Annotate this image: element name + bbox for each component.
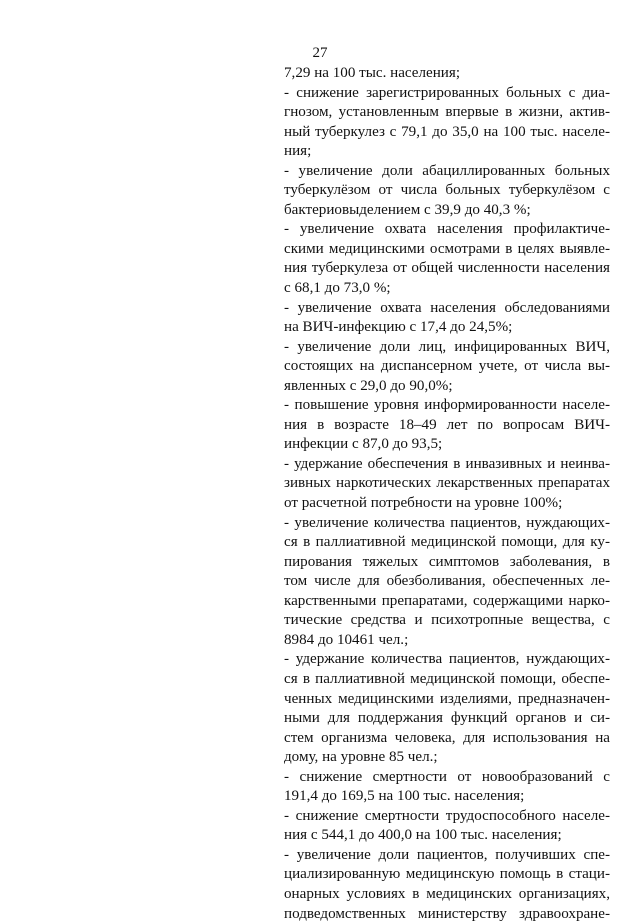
text-line: - увеличение доли пациентов, получивших спе- <box>284 846 610 863</box>
text-line: ния; <box>284 143 312 160</box>
text-line: ный туберкулез с 79,1 до 35,0 на 100 тыс. населе- <box>284 123 610 140</box>
text-line: скими медицинскими осмотрами в целях выявле- <box>284 240 610 257</box>
text-line: подведомственных министерству здравоохране- <box>284 905 610 922</box>
text-line: - увеличение доли абациллированных больных <box>284 162 610 179</box>
text-line: туберкулёзом от числа больных туберкулёзом с <box>284 182 610 199</box>
text-line: том числе для обезболивания, обеспеченных ле- <box>284 573 610 590</box>
text-line: ния в возрасте 18–49 лет по вопросам ВИЧ- <box>284 416 610 433</box>
text-line: онарных условиях в медицинских организациях, <box>284 885 610 902</box>
page-number: 27 <box>312 45 328 61</box>
text-line: - удержание обеспечения в инвазивных и неинва- <box>284 455 610 472</box>
text-line: - снижение смертности трудоспособного населе- <box>284 807 610 824</box>
text-line: на ВИЧ-инфекцию с 17,4 до 24,5%; <box>284 319 513 336</box>
text-line: от расчетной потребности на уровне 100%; <box>284 495 563 512</box>
text-line: - увеличение охвата населения обследованиями <box>284 299 610 316</box>
text-line: - увеличение доли лиц, инфицированных ВИЧ, <box>284 338 610 355</box>
text-line: ными для поддержания функций органов и си- <box>284 710 610 727</box>
text-line: пирования тяжелых симптомов заболевания, в <box>284 553 610 570</box>
text-line: - повышение уровня информированности населе- <box>284 397 610 414</box>
text-line: - удержание количества пациентов, нуждающих- <box>284 651 610 668</box>
text-line: карственными препаратами, содержащими нарко- <box>284 592 610 609</box>
text-line: зивных наркотических лекарственных препаратах <box>284 475 610 492</box>
text-line: ния туберкулеза от общей численности населения <box>284 260 610 277</box>
text-line: гнозом, установленным впервые в жизни, актив- <box>284 104 610 121</box>
text-line: стем организма человека, для использования на <box>284 729 610 746</box>
text-line: бактериовыделением с 39,9 до 40,3 %; <box>284 201 531 218</box>
text-line: ся в паллиативной медицинской помощи, для ку- <box>284 534 610 551</box>
text-line: дому, на уровне 85 чел.; <box>284 749 438 766</box>
text-line: тические средства и психотропные вещества, с <box>284 612 610 629</box>
text-line: явленных с 29,0 до 90,0%; <box>284 377 453 394</box>
text-line: 7,29 на 100 тыс. населения; <box>284 65 461 81</box>
text-line: состоящих на диспансерном учете, от числа вы- <box>284 358 610 375</box>
text-column <box>284 64 610 924</box>
text-line: ченных медицинскими изделиями, предназначен- <box>284 690 610 707</box>
text-line: инфекции с 87,0 до 93,5; <box>284 436 443 453</box>
text-line: 191,4 до 169,5 на 100 тыс. населения; <box>284 788 525 805</box>
text-line: ния с 544,1 до 400,0 на 100 тыс. населения; <box>284 827 562 844</box>
text-line: - увеличение охвата населения профилактиче- <box>284 221 610 238</box>
text-line: с 68,1 до 73,0 %; <box>284 280 391 297</box>
text-line: - увеличение количества пациентов, нуждающих- <box>284 514 610 531</box>
text-line: ся в паллиативной медицинской помощи, обеспе- <box>284 670 610 687</box>
text-line: - снижение зарегистрированных больных с диа- <box>284 84 610 101</box>
text-line: 8984 до 10461 чел.; <box>284 631 409 648</box>
text-line: - снижение смертности от новообразований с <box>284 768 610 785</box>
text-line: циализированную медицинскую помощь в стаци- <box>284 866 610 883</box>
